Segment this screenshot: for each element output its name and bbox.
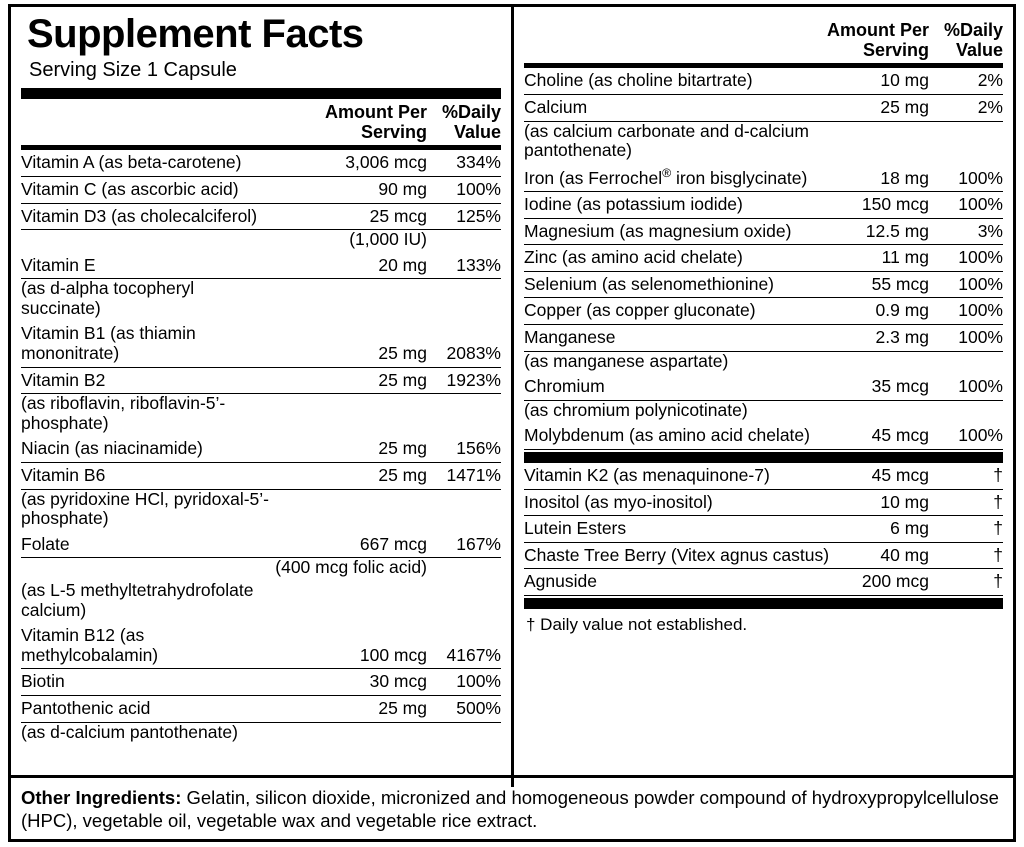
table-row xyxy=(524,516,1003,543)
serving-size: Serving Size 1 Capsule xyxy=(29,59,237,81)
table-row xyxy=(21,623,501,669)
nutrient-amount: 6 mg xyxy=(856,516,929,543)
nutrient-name: Selenium (as selenomethionine) xyxy=(524,271,862,298)
nutrient-daily-value xyxy=(427,230,501,253)
nutrient-daily-value: 100% xyxy=(929,325,1003,352)
nutrient-daily-value: 2083% xyxy=(427,321,501,367)
daily-value-footnote: † Daily value not established. xyxy=(526,615,748,635)
nutrient-amount: 25 mg xyxy=(862,94,929,121)
nutrient-amount: 100 mcg xyxy=(275,623,427,669)
nutrient-name: (as calcium carbonate and d-calcium pantothenate) xyxy=(524,120,809,161)
nutrient-daily-value: 100% xyxy=(929,374,1003,400)
nutrient-amount: 35 mcg xyxy=(862,374,929,400)
nutrient-daily-value xyxy=(427,722,501,745)
nutrient-amount: 18 mg xyxy=(862,164,929,192)
header-amount-line1: Amount Per xyxy=(324,102,427,122)
nutrient-name: Chromium xyxy=(524,374,862,400)
nutrient-daily-value: 125% xyxy=(427,203,501,230)
table-row xyxy=(524,400,1003,423)
nutrient-daily-value: 100% xyxy=(929,245,1003,272)
nutrient-amount: 10 mg xyxy=(856,489,929,516)
nutrient-daily-value: 100% xyxy=(929,164,1003,192)
nutrient-name: Vitamin B2 xyxy=(21,367,275,394)
right-header-table xyxy=(524,17,1003,63)
nutrient-amount xyxy=(862,351,929,374)
nutrient-name: Folate xyxy=(21,532,275,558)
nutrient-name: Vitamin B1 (as thiamin mononitrate) xyxy=(21,321,275,367)
nutrient-daily-value xyxy=(427,394,501,437)
nutrient-amount: (400 mcg folic acid) xyxy=(275,557,427,578)
nutrient-amount: 667 mcg xyxy=(275,532,427,558)
nutrient-name: Vitamin B12 (as methylcobalamin) xyxy=(21,623,275,669)
nutrient-amount: 25 mg xyxy=(275,321,427,367)
nutrient-amount: 150 mcg xyxy=(862,192,929,219)
nutrient-amount: 45 mcg xyxy=(856,463,929,489)
table-row xyxy=(21,489,501,532)
thick-divider-bottom-right xyxy=(524,598,1003,609)
nutrient-amount: 200 mcg xyxy=(856,569,929,596)
table-row xyxy=(524,298,1003,325)
thick-divider-mid-right xyxy=(524,452,1003,463)
table-row xyxy=(21,253,501,279)
nutrient-amount xyxy=(275,581,427,623)
nutrient-daily-value: 2% xyxy=(929,94,1003,121)
header-daily-value xyxy=(427,99,501,145)
nutrient-amount: (1,000 IU) xyxy=(349,229,427,250)
header-dv-line2-right: Value xyxy=(955,40,1003,61)
table-row xyxy=(524,68,1003,94)
nutrient-daily-value: 100% xyxy=(427,176,501,203)
table-row xyxy=(524,121,1003,164)
table-row xyxy=(524,325,1003,352)
table-row xyxy=(21,176,501,203)
nutrient-daily-value: 100% xyxy=(929,423,1003,449)
facts-columns xyxy=(11,7,1013,787)
table-row xyxy=(524,218,1003,245)
header-daily-value-right xyxy=(929,17,1003,63)
nutrient-name: Manganese xyxy=(524,325,862,352)
nutrient-amount xyxy=(862,400,929,423)
nutrient-daily-value xyxy=(427,279,501,322)
table-row xyxy=(524,463,1003,489)
nutrient-amount xyxy=(862,121,929,164)
table-row xyxy=(524,374,1003,400)
header-amount-line2-right: Serving xyxy=(862,40,929,61)
table-row xyxy=(21,150,501,176)
table-row xyxy=(21,230,501,253)
other-ingredients xyxy=(11,775,1013,839)
table-row xyxy=(21,436,501,462)
left-nutrient-rows xyxy=(21,150,501,745)
right-column xyxy=(514,7,1013,787)
header-amount-per-serving-right xyxy=(524,17,929,63)
nutrient-daily-value: † xyxy=(929,516,1003,543)
table-row xyxy=(524,164,1003,192)
nutrient-daily-value: 156% xyxy=(427,436,501,462)
nutrient-name: Choline (as choline bitartrate) xyxy=(524,68,862,94)
nutrient-amount: 11 mg xyxy=(862,245,929,272)
table-row xyxy=(21,321,501,367)
nutrient-amount: 90 mg xyxy=(275,176,427,203)
table-row xyxy=(21,203,501,230)
nutrient-amount: 0.9 mg xyxy=(862,298,929,325)
right-nutrient-rows-2 xyxy=(524,463,1003,596)
header-dv-line2: Value xyxy=(453,122,501,143)
nutrient-amount: 40 mg xyxy=(856,542,929,569)
right-nutrient-rows xyxy=(524,68,1003,450)
nutrient-name: (as manganese aspartate) xyxy=(524,350,729,371)
nutrient-daily-value: 334% xyxy=(427,150,501,176)
page-title: Supplement Facts xyxy=(27,12,364,56)
table-row xyxy=(524,489,1003,516)
nutrient-name: (as d-calcium pantothenate) xyxy=(21,721,238,742)
table-row xyxy=(21,463,501,490)
other-ingredients-label: Other Ingredients: xyxy=(21,786,182,808)
nutrient-amount: 25 mg xyxy=(275,695,427,722)
left-column xyxy=(11,7,514,787)
other-ingredients-text: Gelatin, silicon dioxide, micronized and homogeneous powder compound of hydroxypropylcellulose (HPC), vegetable oil, vegetable wax and vegetable rice extract. xyxy=(21,786,999,832)
nutrient-amount xyxy=(275,394,427,437)
column-header-row-right xyxy=(524,17,1003,63)
nutrient-amount: 10 mg xyxy=(862,68,929,94)
nutrient-daily-value xyxy=(427,581,501,623)
table-row xyxy=(21,279,501,322)
table-row xyxy=(21,394,501,437)
nutrient-daily-value: 3% xyxy=(929,218,1003,245)
nutrient-amount: 45 mcg xyxy=(862,423,929,449)
nutrient-name: Vitamin D3 (as cholecalciferol) xyxy=(21,203,275,230)
table-row xyxy=(21,581,501,623)
nutrient-name: (as riboflavin, riboflavin-5’-phosphate) xyxy=(21,393,226,433)
nutrient-amount xyxy=(275,722,427,745)
nutrient-daily-value: 1471% xyxy=(427,463,501,490)
nutrient-daily-value: † xyxy=(929,463,1003,489)
nutrient-daily-value: 4167% xyxy=(427,623,501,669)
nutrient-daily-value xyxy=(929,121,1003,164)
nutrient-daily-value: 100% xyxy=(929,298,1003,325)
nutrient-daily-value: 100% xyxy=(427,669,501,696)
nutrient-name: Copper (as copper gluconate) xyxy=(524,298,862,325)
nutrient-daily-value xyxy=(929,400,1003,423)
nutrient-amount: 12.5 mg xyxy=(862,218,929,245)
nutrient-daily-value: 500% xyxy=(427,695,501,722)
nutrient-daily-value: 2% xyxy=(929,68,1003,94)
nutrient-name: Iodine (as potassium iodide) xyxy=(524,192,862,219)
nutrient-daily-value xyxy=(427,558,501,581)
nutrient-amount: 2.3 mg xyxy=(862,325,929,352)
nutrient-daily-value: 100% xyxy=(929,192,1003,219)
left-facts-table xyxy=(21,99,501,145)
nutrient-daily-value: 133% xyxy=(427,253,501,279)
nutrient-daily-value: † xyxy=(929,542,1003,569)
nutrient-name xyxy=(21,230,275,253)
table-row xyxy=(21,558,501,581)
nutrient-amount: 25 mg xyxy=(275,436,427,462)
nutrient-name: Calcium xyxy=(524,94,862,121)
table-row xyxy=(524,569,1003,596)
nutrient-name: Vitamin B6 xyxy=(21,463,275,490)
table-row xyxy=(524,94,1003,121)
nutrient-daily-value: 1923% xyxy=(427,367,501,394)
nutrient-name: Lutein Esters xyxy=(524,516,856,543)
thick-divider-top xyxy=(21,88,501,99)
table-row xyxy=(21,695,501,722)
column-header-row xyxy=(21,99,501,145)
nutrient-name: Inositol (as myo-inositol) xyxy=(524,489,856,516)
nutrient-name: Agnuside xyxy=(524,569,856,596)
table-row xyxy=(21,532,501,558)
nutrient-amount: 25 mcg xyxy=(275,203,427,230)
table-row xyxy=(21,722,501,745)
right-header-spacer xyxy=(524,7,1003,17)
nutrient-amount: 3,006 mcg xyxy=(275,150,427,176)
nutrient-name: Vitamin A (as beta-carotene) xyxy=(21,150,275,176)
table-row xyxy=(524,245,1003,272)
nutrient-amount xyxy=(275,489,427,532)
nutrient-daily-value: † xyxy=(929,569,1003,596)
nutrient-name: Biotin xyxy=(21,669,275,696)
nutrient-name: Niacin (as niacinamide) xyxy=(21,436,275,462)
nutrient-name: Chaste Tree Berry (Vitex agnus castus) xyxy=(524,542,856,569)
nutrient-amount: 25 mg xyxy=(275,367,427,394)
table-row xyxy=(524,351,1003,374)
table-row xyxy=(524,542,1003,569)
nutrient-daily-value: 167% xyxy=(427,532,501,558)
table-row xyxy=(524,192,1003,219)
nutrient-amount xyxy=(275,279,427,322)
header-dv-line1: %Daily xyxy=(441,102,501,122)
nutrient-daily-value: 100% xyxy=(929,271,1003,298)
nutrient-name: (as L-5 methyltetrahydrofolate calcium) xyxy=(21,580,254,620)
header-amount-per-serving xyxy=(21,99,427,145)
nutrient-name: Zinc (as amino acid chelate) xyxy=(524,245,862,272)
nutrient-name: Molybdenum (as amino acid chelate) xyxy=(524,423,862,449)
nutrient-daily-value xyxy=(427,489,501,532)
nutrient-amount: 25 mg xyxy=(275,463,427,490)
nutrient-name: Pantothenic acid xyxy=(21,695,275,722)
nutrient-name: (as chromium polynicotinate) xyxy=(524,399,748,420)
nutrient-name: Iron (as Ferrochel® iron bisglycinate) xyxy=(524,164,862,192)
nutrient-name: (as pyridoxine HCl, pyridoxal-5’-phosphate) xyxy=(21,488,269,529)
header-amount-line2: Serving xyxy=(360,122,427,143)
table-row xyxy=(524,423,1003,449)
supplement-facts-panel xyxy=(8,4,1016,842)
nutrient-name: Vitamin E xyxy=(21,253,275,279)
table-row xyxy=(21,367,501,394)
nutrient-name: Vitamin C (as ascorbic acid) xyxy=(21,176,275,203)
header-amount-line1-right: Amount Per xyxy=(826,20,929,40)
nutrient-name: Magnesium (as magnesium oxide) xyxy=(524,218,862,245)
nutrient-daily-value: † xyxy=(929,489,1003,516)
nutrient-amount: 55 mcg xyxy=(862,271,929,298)
nutrient-amount: 20 mg xyxy=(275,253,427,279)
nutrient-name xyxy=(21,558,275,581)
nutrient-name: (as d-alpha tocopheryl succinate) xyxy=(21,278,195,318)
table-row xyxy=(524,271,1003,298)
table-row xyxy=(21,669,501,696)
header-dv-line1-right: %Daily xyxy=(943,20,1003,40)
nutrient-amount: 30 mcg xyxy=(275,669,427,696)
nutrient-daily-value xyxy=(929,351,1003,374)
nutrient-name: Vitamin K2 (as menaquinone-7) xyxy=(524,463,856,489)
